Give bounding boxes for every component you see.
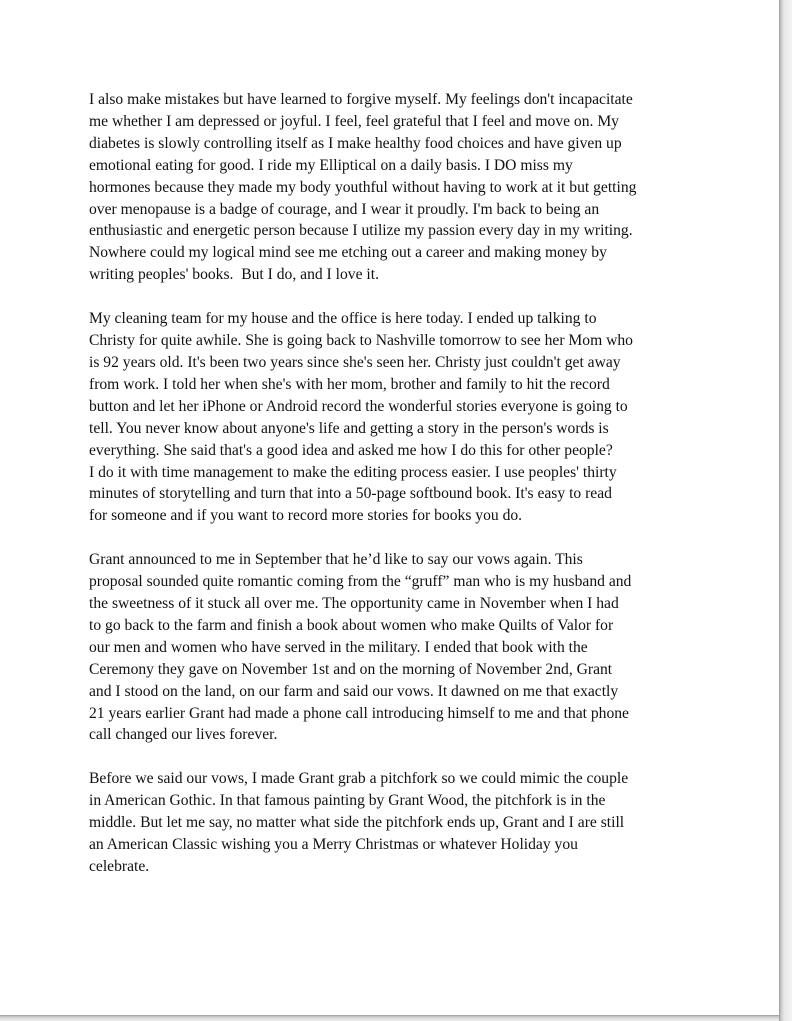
text-line: button and let her iPhone or Android record the wonderful stories everyone is going to [89,397,628,415]
text-line: call changed our lives forever. [89,726,278,744]
text-line: over menopause is a badge of courage, and I wear it proudly. I'm back to being an [89,200,600,218]
text-line: enthusiastic and energetic person because I utilize my passion every day in my writing. [89,222,633,240]
text-line: Nowhere could my logical mind see me etching out a career and making money by [89,244,607,262]
paragraph-3 [89,549,709,746]
text-line: celebrate. [89,858,150,875]
text-line: My cleaning team for my house and the office is here today. I ended up talking to [89,310,597,328]
text-line: I also make mistakes but have learned to forgive myself. My feelings don't incapacitate [89,91,633,108]
text-line: in American Gothic. In that famous painting by Grant Wood, the pitchfork is in the [89,792,606,810]
text-line: to go back to the farm and finish a book about women who make Quilts of Valor for [89,616,614,634]
text-line: writing peoples' books. But I do, and I love it. [89,266,379,284]
text-line: proposal sounded quite romantic coming from the “gruff” man who is my husband and [89,573,632,591]
text-line: from work. I told her when she's with her mom, brother and family to hit the record [89,375,610,393]
text-line: an American Classic wishing you a Merry Christmas or whatever Holiday you [89,836,578,854]
text-line: the sweetness of it stuck all over me. The opportunity came in November when I had [89,595,619,613]
text-line: for someone and if you want to record more stories for books you do. [89,507,523,525]
page-shadow-bottom [0,1015,779,1021]
paragraph-2 [89,308,709,527]
text-line: minutes of storytelling and turn that into a 50-page softbound book. It's easy to read [89,485,612,503]
text-line: middle. But let me say, no matter what side the pitchfork ends up, Grant and I are still [89,814,625,832]
text-line: Before we said our vows, I made Grant grab a pitchfork so we could mimic the couple [89,770,629,788]
text-line: and I stood on the land, on our farm and said our vows. It dawned on me that exactly [89,682,619,700]
paragraph-4 [89,768,709,878]
text-line: Christy for quite awhile. She is going back to Nashville tomorrow to see her Mom who [89,332,633,350]
text-line: Ceremony they gave on November 1st and on the morning of November 2nd, Grant [89,660,613,678]
text-line: I do it with time management to make the editing process easier. I use peoples' thirty [89,463,617,481]
text-line: our men and women who have served in the military. I ended that book with the [89,638,588,656]
text-line: is 92 years old. It's been two years since she's seen her. Christy just couldn't get away [89,353,621,371]
text-line: emotional eating for good. I ride my Elliptical on a daily basis. I DO miss my [89,156,573,174]
document-body [89,89,709,900]
text-line: tell. You never know about anyone's life and getting a story in the person's words is [89,419,609,437]
page-shadow-right [779,0,792,1021]
text-line: me whether I am depressed or joyful. I feel, feel grateful that I feel and move on. My [89,112,619,130]
text-line: everything. She said that's a good idea and asked me how I do this for other people? [89,441,613,459]
paragraph-1 [89,89,709,286]
text-line: Grant announced to me in September that he’d like to say our vows again. This [89,551,583,569]
text-line: diabetes is slowly controlling itself as I make healthy food choices and have given up [89,134,622,152]
text-line: hormones because they made my body youthful without having to work at it but getting [89,178,637,196]
text-line: 21 years earlier Grant had made a phone call introducing himself to me and that phone [89,704,629,722]
